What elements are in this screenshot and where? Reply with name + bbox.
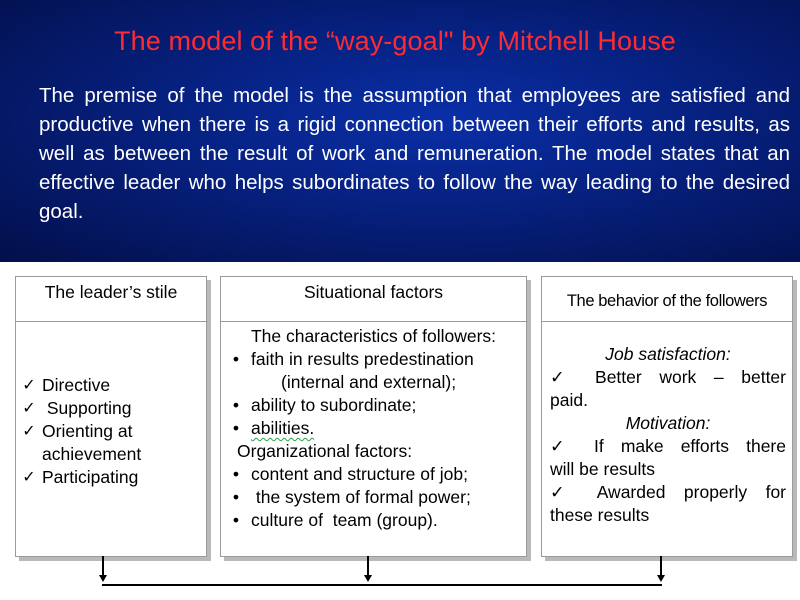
indent-spacer bbox=[221, 371, 251, 394]
bullet-icon: • bbox=[232, 487, 240, 507]
list-item-label: Orienting at bbox=[42, 421, 133, 441]
list-item-continuation bbox=[221, 371, 526, 394]
situational-factors-body bbox=[221, 325, 526, 532]
checkmark-icon: ✓ bbox=[22, 469, 36, 486]
leader-style-heading: The leader’s stile bbox=[16, 277, 206, 322]
motivation-line bbox=[550, 481, 786, 504]
followers-behavior-body bbox=[550, 343, 786, 527]
arrow-down-icon bbox=[657, 575, 665, 582]
line-text: Better work – better bbox=[595, 367, 786, 387]
connector-horizontal-line bbox=[102, 584, 662, 586]
list-item-label: abilities. bbox=[251, 418, 315, 438]
list-item bbox=[221, 463, 526, 486]
motivation-line bbox=[550, 435, 786, 458]
list-item bbox=[16, 397, 206, 420]
job-satisfaction-line: paid. bbox=[550, 390, 588, 410]
checkmark-icon: ✓ bbox=[22, 377, 36, 394]
bullet-icon: • bbox=[232, 510, 240, 530]
checkmark-icon: ✓ bbox=[22, 400, 36, 417]
list-item bbox=[221, 348, 526, 371]
bullet-icon: • bbox=[232, 418, 240, 438]
list-item-label: (internal and external); bbox=[281, 372, 457, 392]
list-item-label: the system of formal power; bbox=[251, 487, 471, 507]
premise-paragraph: The premise of the model is the assumption that employees are satisfied and productive when there is a rigid connection between their efforts and results, as well as between the result of work and remuneration. The model states that an effective leader who helps subordinates to follow the way leading to the desired goal. bbox=[39, 84, 790, 223]
list-item-label: ability to subordinate; bbox=[251, 395, 417, 415]
bullet-icon: • bbox=[232, 349, 240, 369]
list-item-label: faith in results predestination bbox=[251, 349, 474, 369]
list-item bbox=[221, 486, 526, 509]
followers-behavior-heading: The behavior of the followers bbox=[542, 277, 792, 322]
motivation-line: will be results bbox=[550, 459, 656, 479]
list-item-label: Directive bbox=[42, 375, 111, 395]
list-item bbox=[221, 417, 526, 440]
list-item bbox=[16, 466, 206, 489]
leader-style-box bbox=[15, 276, 207, 557]
followers-heading: The characteristics of followers: bbox=[250, 326, 497, 346]
slide-title: The model of the “way-goal" by Mitchell House bbox=[114, 26, 676, 56]
org-heading: Organizational factors: bbox=[237, 441, 413, 461]
arrow-down-icon bbox=[99, 575, 107, 582]
bullet-icon: • bbox=[232, 395, 240, 415]
list-item-label: achievement bbox=[42, 444, 142, 464]
followers-behavior-box bbox=[541, 276, 793, 557]
list-item bbox=[16, 374, 206, 397]
motivation-line: these results bbox=[550, 505, 650, 525]
list-item bbox=[16, 420, 206, 443]
list-item bbox=[221, 509, 526, 532]
list-item-continuation bbox=[16, 443, 206, 466]
list-item-label: culture of team (group). bbox=[251, 510, 438, 530]
list-item-label: Participating bbox=[42, 467, 139, 487]
list-item-label: Supporting bbox=[42, 398, 132, 418]
arrow-down-icon bbox=[364, 575, 372, 582]
line-text: If make efforts there bbox=[594, 436, 786, 456]
list-item bbox=[221, 394, 526, 417]
checkmark-icon: ✓ bbox=[550, 482, 597, 502]
checkmark-icon: ✓ bbox=[550, 436, 594, 456]
situational-factors-box bbox=[220, 276, 527, 557]
checkmark-icon: ✓ bbox=[22, 423, 36, 440]
leader-style-list bbox=[16, 374, 206, 489]
situational-factors-heading: Situational factors bbox=[221, 277, 526, 322]
list-item-label: content and structure of job; bbox=[251, 464, 468, 484]
motivation-heading: Motivation: bbox=[625, 413, 711, 433]
line-text: Awarded properly for bbox=[596, 482, 786, 502]
bullet-icon: • bbox=[232, 464, 240, 484]
header-panel bbox=[0, 0, 800, 262]
job-satisfaction-line bbox=[550, 366, 786, 389]
job-satisfaction-heading: Job satisfaction: bbox=[605, 344, 731, 364]
checkmark-icon: ✓ bbox=[550, 367, 596, 387]
